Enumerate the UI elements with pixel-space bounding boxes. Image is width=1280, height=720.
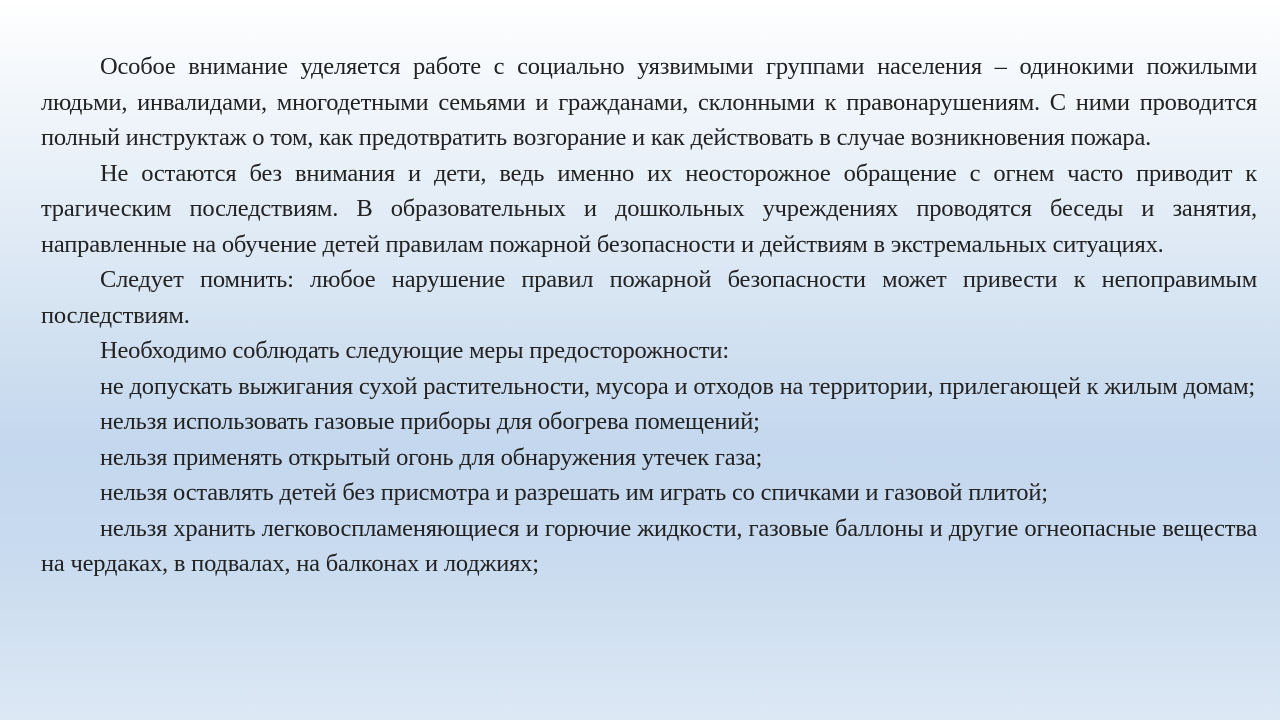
paragraph-precautions-intro: Необходимо соблюдать следующие меры предосторожности: [100, 337, 729, 364]
precaution-item-children-supervision: нельзя оставлять детей без присмотра и разрешать им играть со спичками и газовой плитой; [100, 479, 1048, 506]
precaution-item-dry-vegetation: не допускать выжигания сухой растительности, мусора и отходов на территории, прилегающей к жилым домам; [100, 372, 1256, 400]
paragraph-vulnerable-groups: Особое внимание уделяется работе с социально уязвимыми группами населения – одинокими пожилыми людьми, инвалидами, многодетными семьями и гражданами, склонными к правонарушениям. С ними проводится полный инструктаж о том, как предотвратить возгорание и как действовать в случае возникновения пожара. [41, 53, 1257, 151]
text-block [41, 49, 1257, 582]
precaution-item-open-fire: нельзя применять открытый огонь для обнаружения утечек газа; [100, 443, 763, 471]
precaution-item-flammable-storage: нельзя хранить легковоспламеняющиеся и горючие жидкости, газовые баллоны и другие огнеопасные вещества на чердаках, в подвалах, на балконах и лоджиях; [41, 514, 1257, 577]
precaution-item-gas-heating: нельзя использовать газовые приборы для обогрева помещений; [100, 408, 760, 435]
paragraph-warning: Следует помнить: любое нарушение правил пожарной безопасности может привести к непоправимым последствиям. [41, 266, 1257, 329]
paragraph-children: Не остаются без внимания и дети, ведь именно их неосторожное обращение с огнем часто приводит к трагическим последствиям. В образовательных и дошкольных учреждениях проводятся беседы и занятия, направленные на обучение детей правилам пожарной безопасности и действиям в экстремальных ситуациях. [41, 159, 1257, 258]
